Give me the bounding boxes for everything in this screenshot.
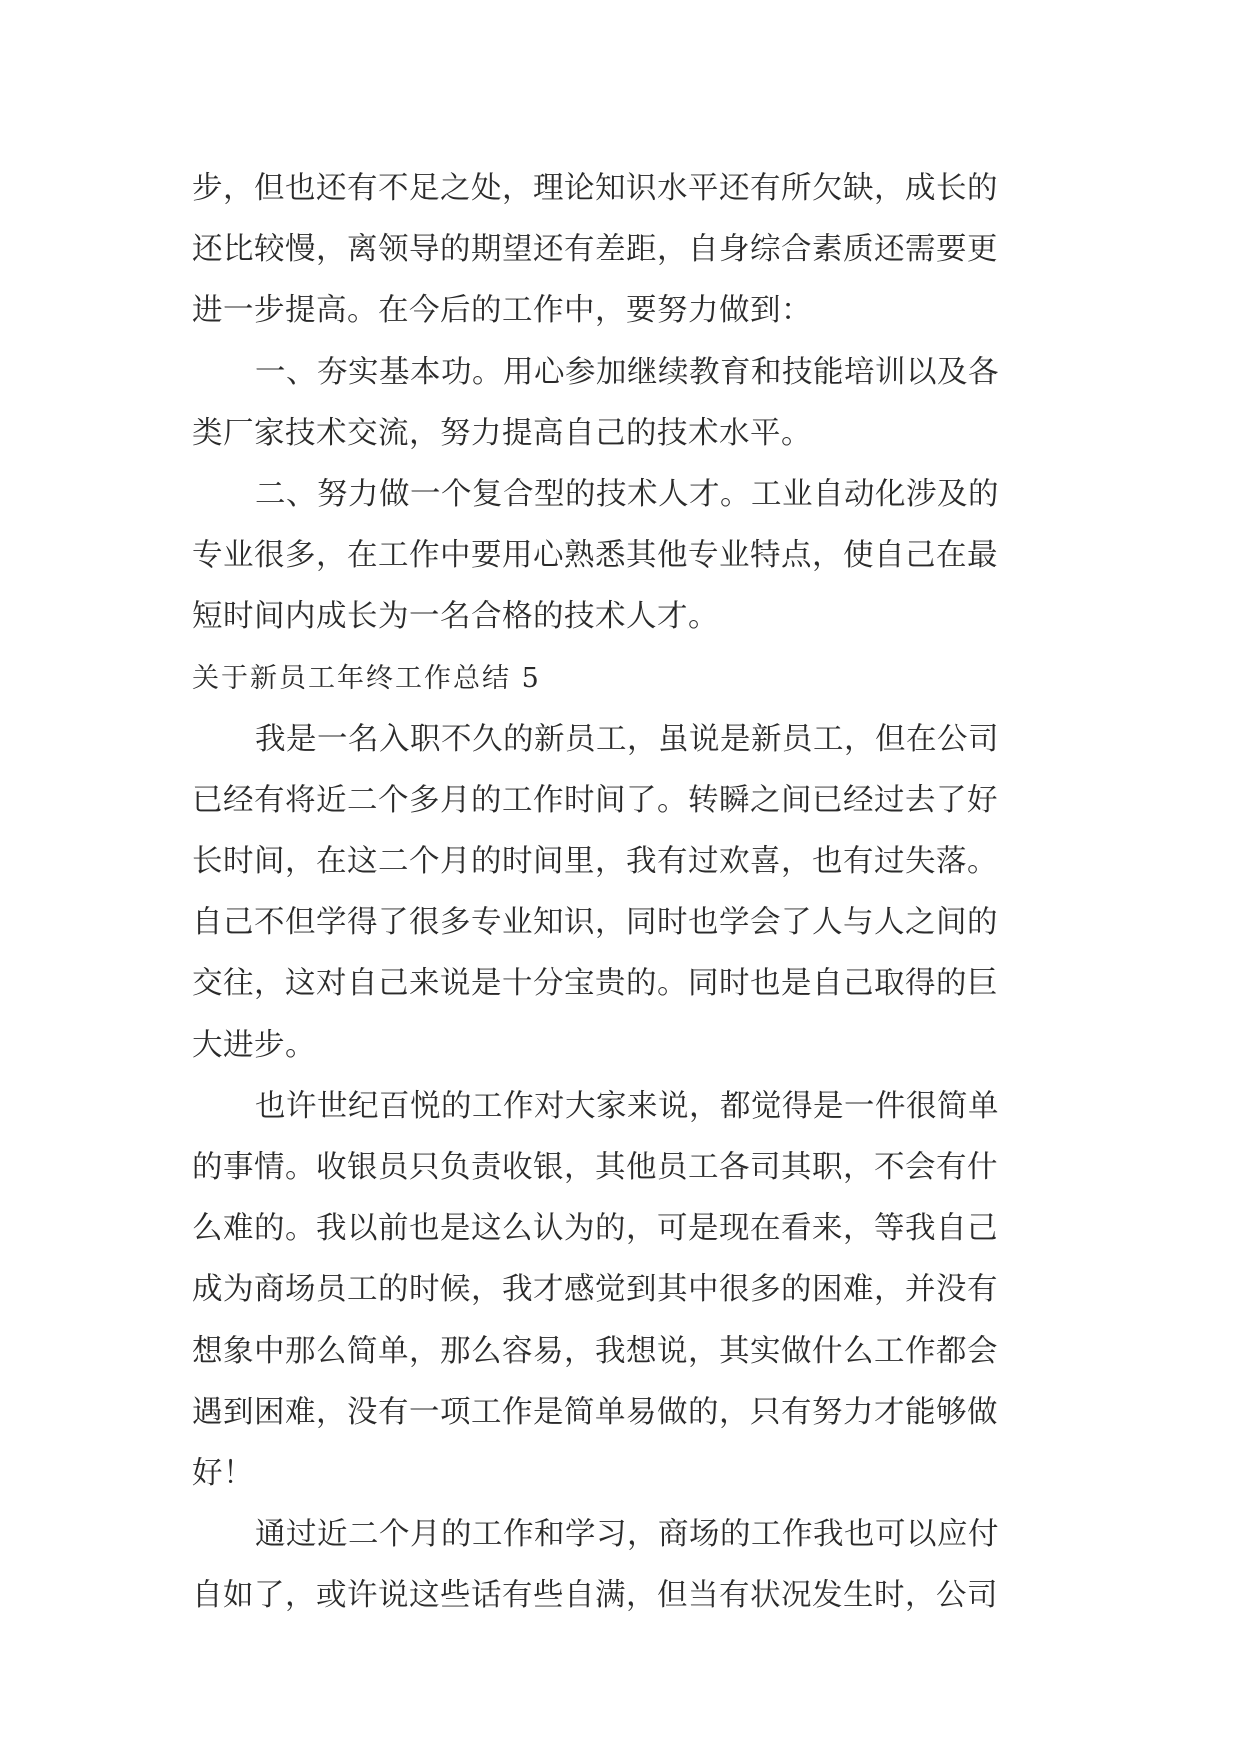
paragraph-2 — [192, 1076, 1058, 1504]
text-line: 通过近二个月的工作和学习，商场的工作我也可以应付 — [255, 1517, 999, 1553]
document-page — [192, 158, 1058, 1627]
text-line: 还比较慢，离领导的期望还有差距，自身综合素质还需要更 — [192, 232, 998, 268]
list-item-2 — [192, 464, 1058, 648]
text-line: 的事情。收银员只负责收银，其他员工各司其职，不会有什 — [192, 1150, 998, 1185]
text-line: 自如了，或许说这些话有些自满，但当有状况发生时，公司 — [192, 1578, 998, 1614]
text-line: 自己不但学得了很多专业知识，同时也学会了人与人之间的 — [192, 905, 998, 941]
text-line: 短时间内成长为一名合格的技术人才。 — [192, 599, 719, 635]
text-line: 交往，这对自己来说是十分宝贵的。同时也是自己取得的巨 — [192, 966, 998, 1002]
text-line: 么难的。我以前也是这么认为的，可是现在看来，等我自己 — [192, 1211, 998, 1247]
text-line: 遇到困难，没有一项工作是简单易做的，只有努力才能够做 — [192, 1394, 998, 1430]
list-item-1 — [192, 342, 1058, 464]
text-line: 专业很多，在工作中要用心熟悉其他专业特点，使自己在最 — [192, 538, 998, 574]
text-line: 也许世纪百悦的工作对大家来说，都觉得是一件很简单 — [255, 1088, 999, 1124]
text-line: 二、努力做一个复合型的技术人才。工业自动化涉及的 — [255, 476, 999, 512]
text-line: 进一步提高。在今后的工作中，要努力做到： — [192, 293, 812, 329]
paragraph-1 — [192, 709, 1058, 1076]
text-line: 长时间，在这二个月的时间里，我有过欢喜，也有过失落。 — [192, 844, 998, 880]
text-line: 类厂家技术交流，努力提高自己的技术水平。 — [192, 415, 812, 451]
section-title: 关于新员工年终工作总结 5 — [192, 662, 541, 694]
text-line: 成为商场员工的时候，我才感觉到其中很多的困难，并没有 — [192, 1272, 998, 1308]
text-line: 想象中那么简单，那么容易，我想说，其实做什么工作都会 — [192, 1333, 998, 1369]
paragraph-3 — [192, 1504, 1058, 1626]
text-line: 我是一名入职不久的新员工，虽说是新员工，但在公司 — [255, 721, 999, 757]
text-line: 已经有将近二个多月的工作时间了。转瞬之间已经过去了好 — [192, 782, 998, 818]
text-line: 一、夯实基本功。用心参加继续教育和技能培训以及各 — [255, 354, 999, 390]
text-line: 好！ — [192, 1455, 254, 1491]
text-line: 大进步。 — [192, 1027, 316, 1063]
text-line: 步，但也还有不足之处，理论知识水平还有所欠缺，成长的 — [192, 171, 998, 206]
intro-paragraph — [192, 158, 1058, 342]
